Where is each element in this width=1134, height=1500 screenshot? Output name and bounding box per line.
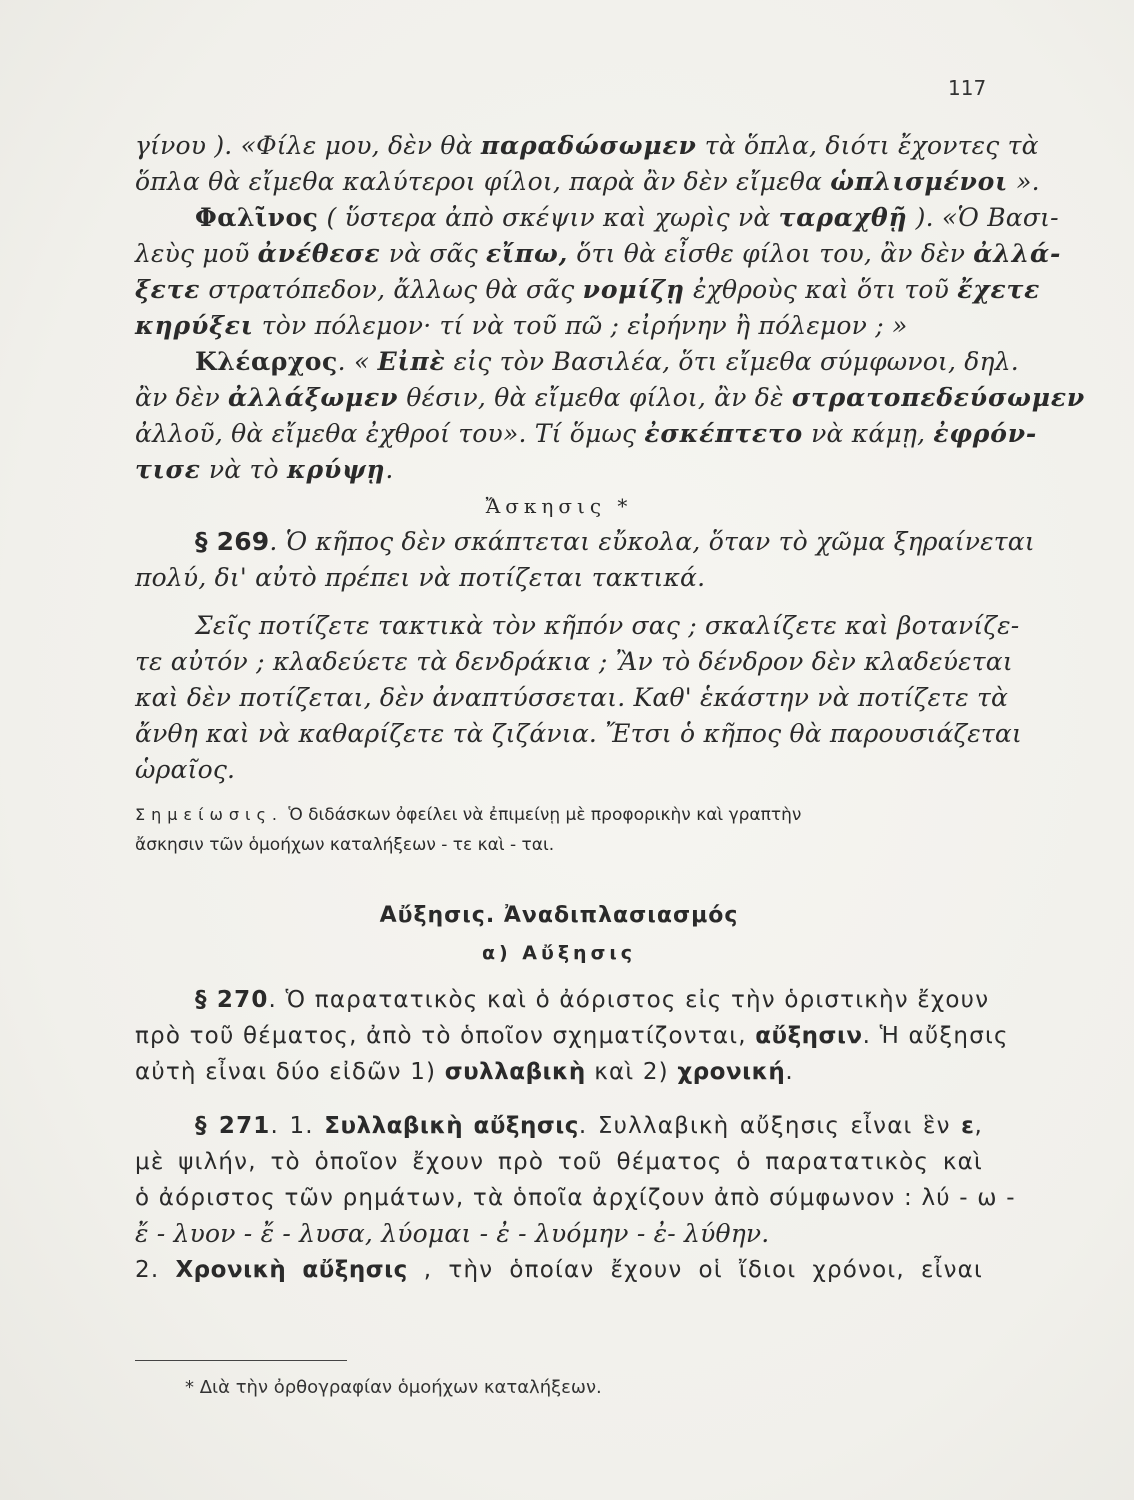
page-number: 117 [948, 76, 987, 100]
text-line: κηρύξει τὸν πόλεμον· τί νὰ τοῦ πῶ ; εἰρήνην ἢ πόλεμον ; » [135, 311, 908, 340]
text-line: πολύ, δι' αὐτὸ πρέπει νὰ ποτίζεται τακτικά. [135, 563, 706, 592]
section-number: § 270 [195, 987, 269, 1013]
text-line: ἄνθη καὶ νὰ καθαρίζετε τὰ ζιζάνια. Ἔτσι ὁ κῆπος θὰ παρουσιάζεται [135, 719, 1023, 748]
text-line: τε αὐτόν ; κλαδεύετε τὰ δενδράκια ; Ἂν τὸ δένδρον δὲν κλαδεύεται [135, 647, 1013, 676]
exercise-heading: Ἄσκησις * [485, 494, 633, 518]
text-line: § 269. Ὁ κῆπος δὲν σκάπτεται εὔκολα, ὅταν τὸ χῶμα ξηραίνεται [195, 527, 1035, 556]
note-line: Σημείωσις. Ὁ διδάσκων ὀφείλει νὰ ἐπιμείνῃ μὲ προφορικὴν καὶ γραπτὴν [135, 805, 802, 825]
text-line: ἂν δὲν ἀλλάξωμεν θέσιν, θὰ εἴμεθα φίλοι, ἂν δὲ στρατοπεδεύσωμεν [135, 383, 1086, 412]
text-line: 2. Χρονικὴ αὔξησις , τὴν ὁποίαν ἔχουν οἱ ἴδιοι χρόνοι, εἶναι [135, 1257, 983, 1283]
page-body [135, 128, 1086, 1288]
text-line: ξετε στρατόπεδον, ἄλλως θὰ σᾶς νομίζῃ ἐχθροὺς καὶ ὅτι τοῦ ἔχετε [135, 275, 1041, 304]
section-heading: Αὔξησις. Ἀναδιπλασιασμός [379, 903, 739, 928]
text-line: Σεῖς ποτίζετε τακτικὰ τὸν κῆπόν σας ; σκαλίζετε καὶ βοτανίζε- [195, 611, 1020, 640]
text-line: ὅπλα θὰ εἴμεθα καλύτεροι φίλοι, παρὰ ἂν δὲν εἴμεθα ὡπλισμένοι ». [135, 167, 1040, 196]
text-line: § 271. 1. Συλλαβικὴ αὔξησις. Συλλαβικὴ αὔξησις εἶναι ἓν ε, [195, 1113, 983, 1139]
note-label: Σημείωσις. [135, 805, 283, 824]
text-line: γίνου ). «Φίλε μου, δὲν θὰ παραδώσωμεν τὰ ὅπλα, διότι ἔχοντες τὰ [135, 131, 1039, 160]
text-line: ἀλλοῦ, θὰ εἴμεθα ἐχθροί του». Τί ὅμως ἐσκέπτετο νὰ κάμῃ, ἐφρόν- [135, 419, 1038, 448]
footnote-rule [135, 1360, 347, 1361]
text-line: καὶ δὲν ποτίζεται, δὲν ἀναπτύσσεται. Καθ' ἑκάστην νὰ ποτίζετε τὰ [135, 683, 1009, 712]
text-line: § 270. Ὁ παρατατικὸς καὶ ὁ ἀόριστος εἰς τὴν ὁριστικὴν ἔχουν [195, 987, 990, 1013]
text-line: Φαλῖνος ( ὕστερα ἀπὸ σκέψιν καὶ χωρὶς νὰ ταραχθῇ ). «Ὁ Βασι- [195, 203, 1059, 232]
text-line: τισε νὰ τὸ κρύψῃ. [135, 455, 394, 484]
section-number: § 269 [195, 527, 270, 556]
section-number: § 271 [195, 1113, 271, 1139]
text-line: ὡραῖος. [135, 755, 236, 784]
text-line: ἔ - λυον - ἔ - λυσα, λύομαι - ἐ - λυόμην - ἐ- λύθην. [135, 1219, 770, 1248]
text-line: αὐτὴ εἶναι δύο εἰδῶν 1) συλλαβικὴ καὶ 2) χρονική. [135, 1059, 794, 1085]
footnote: * Διὰ τὴν ὀρθογραφίαν ὁμοήχων καταλήξεων. [185, 1377, 602, 1398]
text-line: πρὸ τοῦ θέματος, ἀπὸ τὸ ὁποῖον σχηματίζονται, αὔξησιν. Ἡ αὔξησις [135, 1023, 1009, 1049]
text-line: λεὺς μοῦ ἀνέθεσε νὰ σᾶς εἴπω, ὅτι θὰ εἶσθε φίλοι του, ἂν δὲν ἀλλά- [135, 239, 1062, 268]
text-line: ὁ ἀόριστος τῶν ρημάτων, τὰ ὁποῖα ἀρχίζουν ἀπὸ σύμφωνον : λύ - ω - [135, 1185, 1016, 1211]
note-line: ἄσκησιν τῶν ὁμοήχων καταλήξεων - τε καὶ - ται. [135, 835, 555, 855]
text-line: μὲ ψιλήν, τὸ ὁποῖον ἔχουν πρὸ τοῦ θέματος ὁ παρατατικὸς καὶ [135, 1149, 983, 1175]
text-line: Κλέαρχος. « Εἰπὲ εἰς τὸν Βασιλέα, ὅτι εἴμεθα σύμφωνοι, δηλ. [195, 347, 1019, 376]
subsection-heading: α) Αὔξησις [481, 942, 637, 964]
